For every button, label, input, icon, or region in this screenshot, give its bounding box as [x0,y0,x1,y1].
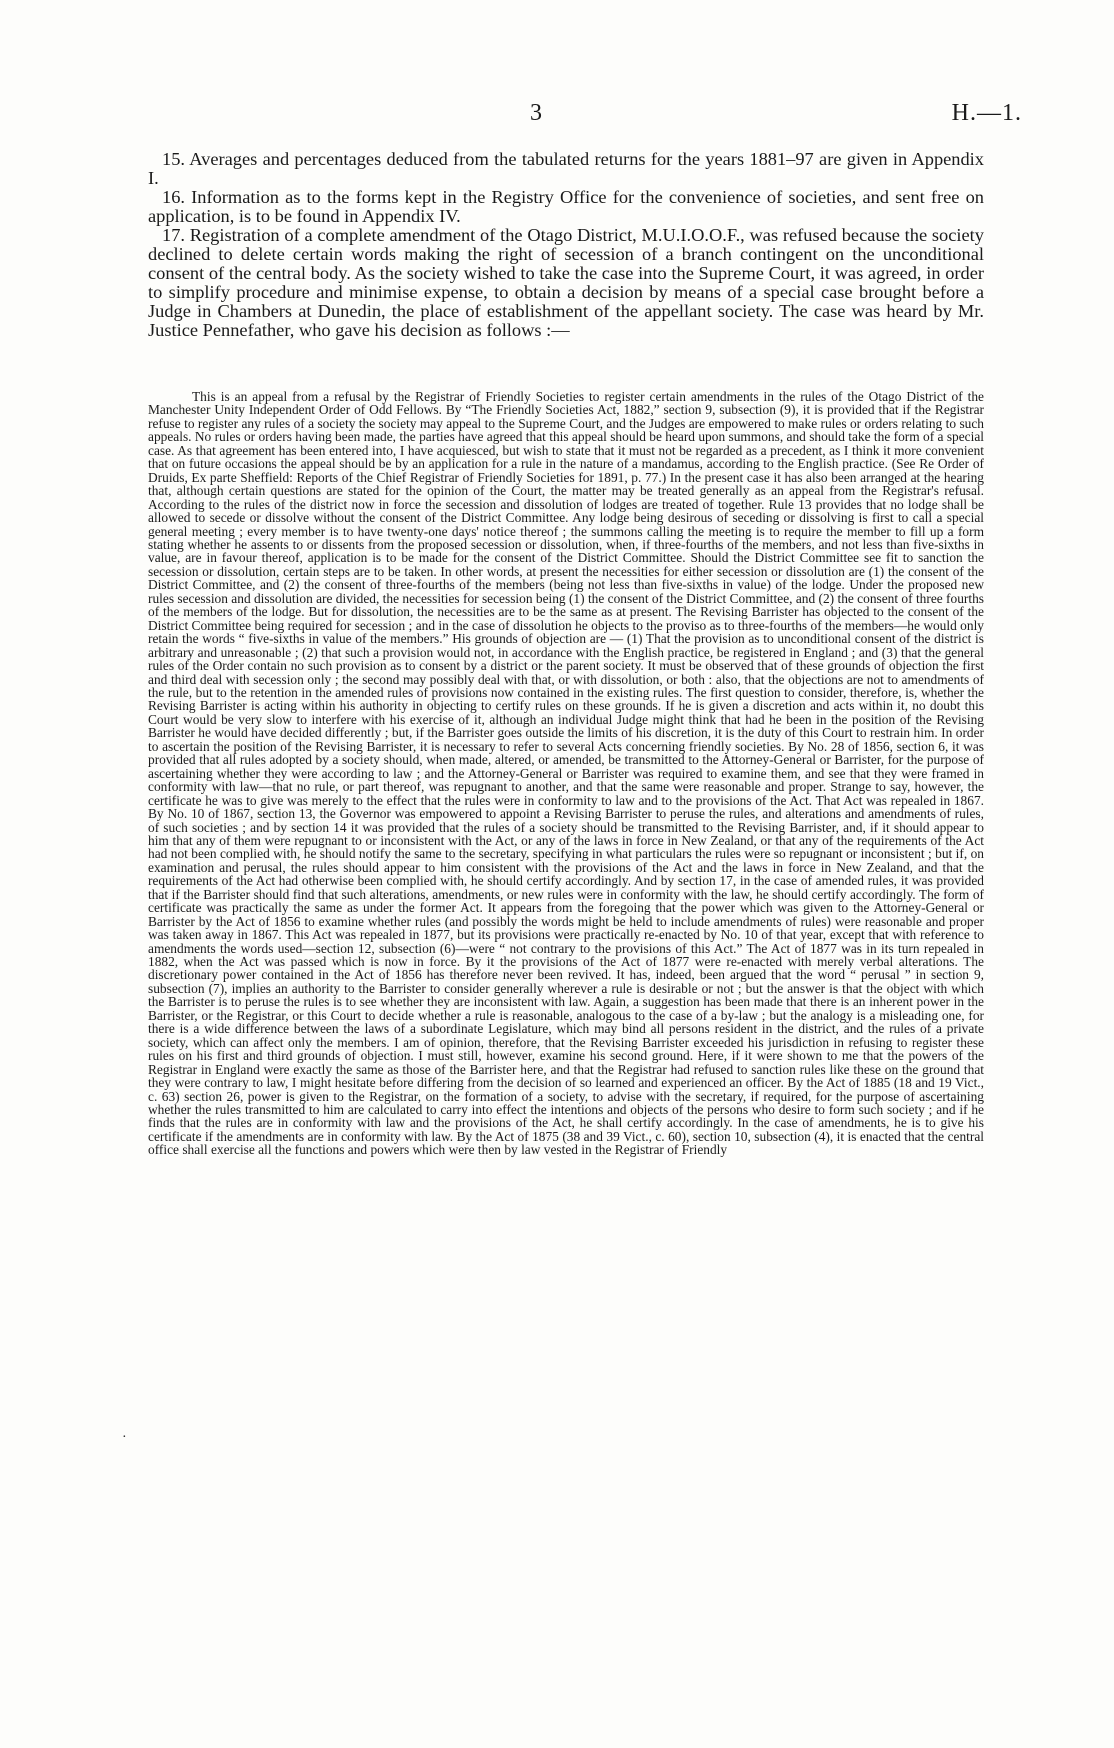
judgment-quote [148,390,984,1157]
document-reference: H.—1. [951,100,1022,126]
paragraph-15: 15. Averages and percentages deduced from the tabulated returns for the years 1881–97 are given in Appendix I. [148,149,984,188]
paragraph-17: 17. Registration of a complete amendment of the Otago District, M.U.I.O.O.F., was refused because the society declined to delete certain words making the right of secession of a branch contingent on the unconditional consent of the central body. As the society wished to take the case into the Supreme Court, it was agreed, in order to simplify procedure and minimise expense, to obtain a decision by means of a special case brought before a Judge in Chambers at Dunedin, the place of establishment of the appellant society. The case was heard by Mr. Justice Pennefather, who gave his decision as follows :— [148,225,984,340]
margin-mark: · [122,1430,127,1445]
page-number: 3 [530,100,542,126]
paragraph-16: 16. Information as to the forms kept in the Registry Office for the convenience of societies, and sent free on application, is to be found in Appendix IV. [148,187,984,226]
numbered-paragraphs [148,150,984,340]
judgment-text: This is an appeal from a refusal by the Registrar of Friendly Societies to register certain amendments in the rules of the Otago District of the Manchester Unity Independent Order of Odd Fellows. By “The Friendly Societies Act, 1882,” section 9, subsection (9), it is provided that if the Registrar refuse to register any rules of a society the society may appeal to the Supreme Court, and the Judges are empowered to make rules or orders relating to such appeals. No rules or orders having been made, the parties have agreed that this appeal should be heard upon summons, and should take the form of a special case. As that agreement has been entered into, I have acquiesced, but wish to state that it must not be regarded as a precedent, as I think it more convenient that on future occasions the appeal should be by an application for a rule in the nature of a mandamus, according to the English practice. (See Re Order of Druids, Ex parte Sheffield: Reports of the Chief Registrar of Friendly Societies for 1891, p. 77.) In the present case it has also been arranged at the hearing that, although certain questions are stated for the opinion of the Court, the matter may be treated generally as an appeal from the Registrar's refusal. According to the rules of the district now in force the secession and dissolution of lodges are treated of together. Rule 13 provides that no lodge shall be allowed to secede or dissolve without the consent of the District Committee. Any lodge being desirous of seceding or dissolving is first to call a special general meeting ; every member is to have twenty-one days' notice thereof ; the summons calling the meeting is to require the member to fill up a form stating whether he assents to or dissents from the proposed secession or dissolution, when, if three-fourths of the members, and not less than five-sixths in value, are in favour thereof, application is to be made for the consent of the District Committee. Should the District Committee see fit to sanction the secession or dissolution, certain steps are to be taken. In other words, at present the necessities for either secession or dissolution are (1) the consent of the District Committee, and (2) the consent of three-fourths of the members (being not less than five-sixths in value) of the lodge. Under the proposed new rules secession and dissolution are divided, the necessities for secession being (1) the consent of the District Committee, and (2) the consent of three fourths of the members of the lodge. But for dissolution, the necessities are to be the same as at present. The Revising Barrister has objected to the consent of the District Committee being required for secession ; and in the case of dissolution he objects to the proviso as to three-fourths of the members—he would only retain the words “ five-sixths in value of the members.” His grounds of objection are — (1) That the provision as to unconditional consent of the district is arbitrary and unreasonable ; (2) that such a provision would not, in accordance with the English practice, be registered in England ; and (3) that the general rules of the Order contain no such provision as to consent by a district or the parent society. It must be observed that of these grounds of objection the first and third deal with secession only ; the second may possibly deal with that, or with dissolution, or both : also, that the objections are not to amendments of the rule, but to the retention in the amended rules of provisions now contained in the existing rules. The first question to consider, therefore, is, whether the Revising Barrister is acting within his authority in objecting to certify rules on these grounds. If he is given a discretion and acts within it, no doubt this Court would be very slow to interfere with his exercise of it, although an individual Judge might think that had he been in the position of the Revising Barrister he would have decided differently ; but, if the Barrister goes outside the limits of his discretion, it is the duty of this Court to restrain him. In order to ascertain the position of the Revising Barrister, it is necessary to refer to several Acts concerning friendly societies. By No. 28 of 1856, section 6, it was provided that all rules adopted by a society should, when made, altered, or amended, be transmitted to the Attorney-General or Barrister, for the purpose of ascertaining whether they were according to law ; and the Attorney-General or Barrister was required to examine them, and see that they were framed in conformity with law—that no rule, or part thereof, was repugnant to another, and that the same were reasonable and proper. Strange to say, however, the certificate he was to give was merely to the effect that the rules were in conformity to law and to the provisions of the Act. That Act was repealed in 1867. By No. 10 of 1867, section 13, the Governor was empowered to appoint a Revising Barrister to peruse the rules, and alterations and amendments of rules, of such societies ; and by section 14 it was provided that the rules of a society should be transmitted to the Revising Barrister, and, if it should appear to him that any of them were repugnant to or inconsistent with the Act, or any of the laws in force in New Zealand, or that any of the requirements of the Act had not been complied with, he should notify the same to the secretary, specifying in what particulars the rules were so repugnant or inconsistent ; but if, on examination and perusal, the rules should appear to him consistent with the provisions of the Act and the laws in force in New Zealand, and that the requirements of the Act had otherwise been complied with, he should certify accordingly. And by section 17, in the case of amended rules, it was provided that if the Barrister should find that such alterations, amendments, or new rules were in conformity with the law, he should certify accordingly. The form of certificate was practically the same as under the former Act. It appears from the foregoing that the power which was given to the Attorney-General or Barrister by the Act of 1856 to examine whether rules (and possibly the words might be held to include amendments of rules) were reasonable and proper was taken away in 1867. This Act was repealed in 1877, but its provisions were practically re-enacted by No. 10 of that year, except that with reference to amendments the words used—section 12, subsection (6)—were “ not contrary to the provisions of this Act.” The Act of 1877 was in its turn repealed in 1882, when the Act was passed which is now in force. By it the provisions of the Act of 1877 were re-enacted with merely verbal alterations. The discretionary power contained in the Act of 1856 has therefore never been revived. It has, indeed, been argued that the word “ perusal ” in section 9, subsection (7), implies an authority to the Barrister to consider generally wherever a rule is desirable or not ; but the answer is that the object with which the Barrister is to peruse the rules is to see whether they are inconsistent with law. Again, a suggestion has been made that there is an inherent power in the Barrister, or the Registrar, or this Court to decide whether a rule is reasonable, analogous to the case of a by-law ; but the analogy is a misleading one, for there is a wide difference between the laws of a subordinate Legislature, which may bind all persons resident in the district, and the rules of a private society, which can affect only the members. I am of opinion, therefore, that the Revising Barrister exceeded his jurisdiction in refusing to register these rules on his first and third grounds of objection. I must still, however, examine his second ground. Here, if it were shown to me that the powers of the Registrar in England were exactly the same as those of the Barrister here, and that the Registrar had refused to sanction rules like these on the ground that they were contrary to law, I might hesitate before differing from the decision of so learned and experienced an officer. By the Act of 1885 (18 and 19 Vict., c. 63) section 26, power is given to the Registrar, on the formation of a society, to advise with the secretary, if required, for the purpose of ascertaining whether the rules transmitted to him are calculated to carry into effect the intentions and objects of the persons who desire to form such society ; and if he finds that the rules are in conformity with law and the provisions of the Act, he shall certify accordingly. In the case of amendments, he is to give his certificate if the amendments are in conformity with law. By the Act of 1875 (38 and 39 Vict., c. 60), section 10, subsection (4), it is enacted that the central office shall exercise all the functions and powers which were then by law vested in the Registrar of Friendly [148,389,984,1158]
